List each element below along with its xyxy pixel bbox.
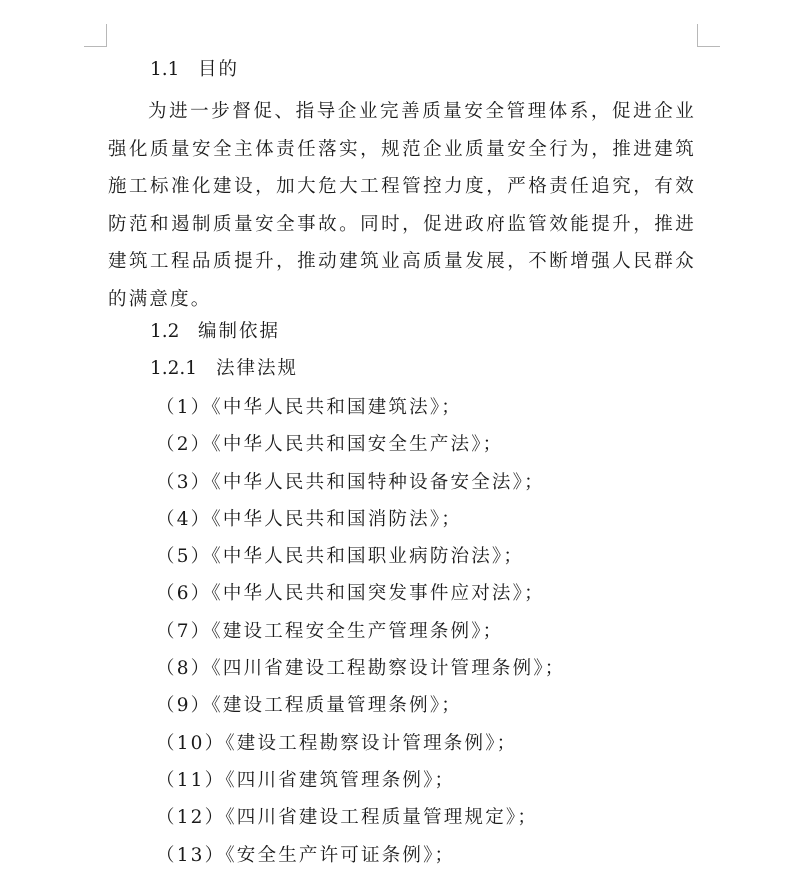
section-heading-1-2	[108, 318, 696, 355]
section-number: 1.1	[150, 59, 180, 80]
law-item: （6）《中华人民共和国突发事件应对法》；	[156, 583, 545, 605]
section-title: 目的	[198, 59, 240, 80]
law-item: （2）《中华人民共和国安全生产法》；	[156, 434, 504, 456]
law-item: （10）《建设工程勘察设计管理条例》；	[156, 732, 518, 754]
law-item: （8）《四川省建设工程勘察设计管理条例》；	[156, 658, 566, 680]
section-title: 编制依据	[198, 321, 281, 342]
section-number: 1.2.1	[150, 358, 198, 379]
document-body	[108, 56, 696, 877]
law-item: （1）《中华人民共和国建筑法》；	[156, 397, 462, 418]
law-item: （4）《中华人民共和国消防法》；	[156, 508, 462, 530]
section-heading-1-2-1	[108, 355, 696, 392]
top-right-margin-mark	[697, 24, 720, 47]
law-item: （3）《中华人民共和国特种设备安全法》；	[156, 471, 545, 493]
law-item: （9）《建设工程质量管理条例》；	[156, 695, 462, 717]
section-number: 1.2	[150, 321, 180, 342]
law-item: （12）《四川省建设工程质量管理规定》；	[156, 807, 539, 829]
purpose-paragraph: 为进一步督促、指导企业完善质量安全管理体系，促进企业强化质量安全主体责任落实，规范企业质量安全行为，推进建筑施工标准化建设，加大危大工程管控力度，严格责任追究，有效防范和遏制质量安全事故。同时，促进政府监管效能提升，推进建筑工程品质提升，推动建筑业高质量发展，不断增强人民群众的满意度。	[108, 101, 696, 310]
top-left-margin-mark	[84, 24, 107, 47]
law-item: （11）《四川省建筑管理条例》；	[156, 769, 456, 791]
section-title: 法律法规	[216, 358, 299, 379]
section-heading-1-1	[108, 56, 696, 93]
law-item: （7）《建设工程安全生产管理条例》；	[156, 620, 504, 642]
laws-list	[108, 392, 696, 877]
law-item: （5）《中华人民共和国职业病防治法》；	[156, 546, 525, 568]
law-item: （13）《安全生产许可证条例》；	[156, 844, 456, 866]
